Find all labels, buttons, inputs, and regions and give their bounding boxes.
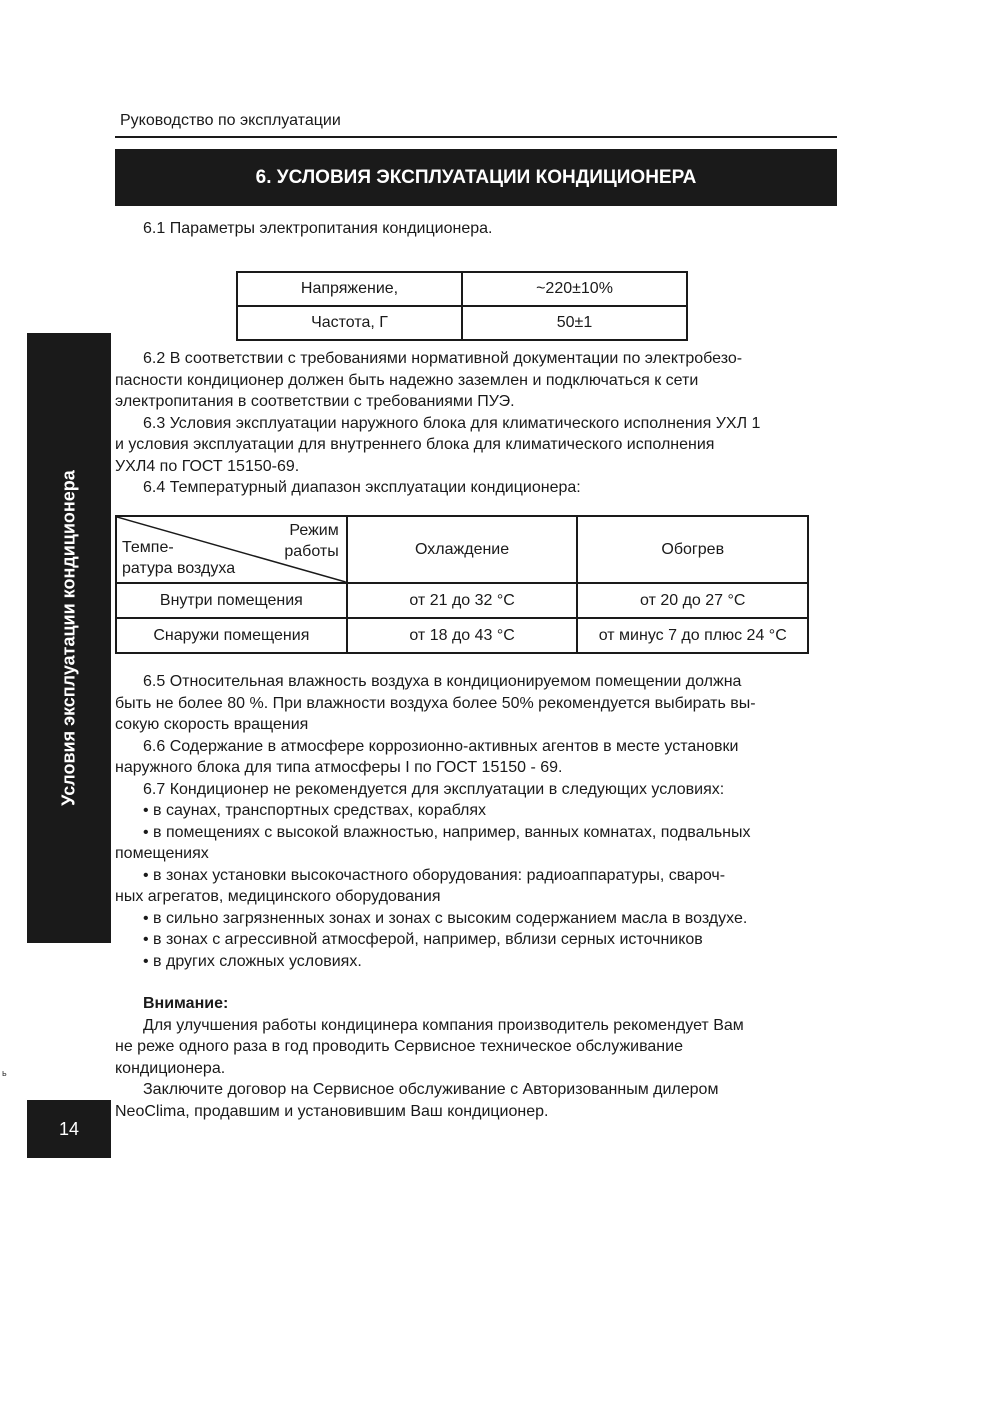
running-header: Руководство по эксплуатации <box>120 112 341 129</box>
list-item: • в помещениях с высокой влажностью, например, ванных комнатах, подвальных <box>143 823 751 841</box>
side-tab-label: Условия эксплуатации кондиционера <box>58 470 79 806</box>
list-item: • в зонах установки высокочастного оборудования: радиоаппаратуры, свароч- <box>143 866 726 884</box>
paragraph-6-4: 6.4 Температурный диапазон эксплуатации кондиционера: <box>143 479 581 496</box>
column-header-heating: Обогрев <box>577 516 808 583</box>
row-label: Снаружи помещения <box>116 618 347 653</box>
paragraph-6-5-line: быть не более 80 %. При влажности воздуха более 50% рекомендуется выбирать вы- <box>115 694 756 712</box>
power-table <box>236 271 688 341</box>
paragraph-6-2-line: пасности кондиционер должен быть надежно заземлен и подключаться к сети <box>115 371 699 389</box>
section-title-bar <box>115 149 837 206</box>
attention-block <box>115 993 792 1122</box>
paragraph-6-3-line: и условия эксплуатации для внутреннего блока для климатического исполнения <box>115 436 715 453</box>
attention-para2-line: Заключите договор на Сервисное обслуживание с Авторизованным дилером <box>143 1081 719 1098</box>
paragraph-6-6-line: 6.6 Содержание в атмосфере коррозионно-активных агентов в месте установки <box>143 737 739 755</box>
heating-range: от 20 до 27 °С <box>577 583 808 618</box>
paragraph-6-2-line: 6.2 В соответствии с требованиями нормативной документации по электробезо- <box>143 350 743 367</box>
list-item: • в зонах с агрессивной атмосферой, например, вблизи серных источников <box>143 931 703 948</box>
cooling-range: от 18 до 43 °С <box>347 618 578 653</box>
list-item-continuation: помещениях <box>115 845 209 862</box>
mode-label-line: Режим <box>289 522 339 539</box>
temperature-label-line: ратура воздуха <box>122 560 236 577</box>
column-header-cooling: Охлаждение <box>347 516 578 583</box>
temperature-table <box>115 515 809 654</box>
attention-heading: Внимание: <box>143 995 229 1012</box>
power-value: 50±1 <box>462 306 687 340</box>
paragraphs-6-5-to-6-7 <box>115 671 792 972</box>
paragraph-6-5-line: 6.5 Относительная влажность воздуха в кондиционируемом помещении должна <box>143 673 742 690</box>
paragraph-6-3-line: УХЛ4 по ГОСТ 15150-69. <box>115 457 300 475</box>
attention-para1-line: Для улучшения работы кондицинера компания производитель рекомендует Вам <box>143 1016 744 1034</box>
power-value: ~220±10% <box>462 272 687 306</box>
temperature-label-line: Темпе- <box>122 539 174 556</box>
diagonal-header-cell <box>116 516 347 583</box>
paragraph-6-2-line: электропитания в соответствии с требованиями ПУЭ. <box>115 393 515 410</box>
temperature-label <box>122 537 235 579</box>
table-row <box>116 583 808 618</box>
list-item: • в сильно загрязненных зонах и зонах с высоким содержанием масла в воздухе. <box>143 909 748 927</box>
side-tab <box>27 333 111 943</box>
mode-label-line: работы <box>284 543 339 560</box>
table-header-row <box>116 516 808 583</box>
table-row <box>237 272 687 306</box>
power-param: Напряжение, <box>237 272 462 306</box>
heating-range: от минус 7 до плюс 24 °С <box>577 618 808 653</box>
attention-para2-line: NeoClima, продавшим и установившим Ваш кондиционер. <box>115 1102 549 1120</box>
paragraphs-6-2-to-6-4 <box>115 348 792 499</box>
table-row <box>116 618 808 653</box>
power-param: Частота, Г <box>237 306 462 340</box>
row-label: Внутри помещения <box>116 583 347 618</box>
list-item: • в саунах, транспортных средствах, кораблях <box>143 802 487 819</box>
section-title: 6. УСЛОВИЯ ЭКСПЛУАТАЦИИ КОНДИЦИОНЕРА <box>255 166 697 188</box>
attention-para1-line: кондиционера. <box>115 1059 226 1077</box>
cooling-range: от 21 до 32 °С <box>347 583 578 618</box>
stray-mark: ь <box>2 1068 7 1078</box>
header-rule <box>115 136 837 138</box>
paragraph-6-7: 6.7 Кондиционер не рекомендуется для эксплуатации в следующих условиях: <box>143 780 725 798</box>
paragraph-6-5-line: сокую скорость вращения <box>115 716 309 733</box>
paragraph-6-1: 6.1 Параметры электропитания кондиционера. <box>143 220 493 237</box>
page-number-box <box>27 1100 111 1158</box>
list-item: • в других сложных условиях. <box>143 952 362 970</box>
paragraph-6-3-line: 6.3 Условия эксплуатации наружного блока для климатического исполнения УХЛ 1 <box>143 414 761 432</box>
list-item-continuation: ных агрегатов, медицинского оборудования <box>115 888 441 905</box>
table-row <box>237 306 687 340</box>
mode-label <box>284 520 338 562</box>
attention-para1-line: не реже одного раза в год проводить Сервисное техническое обслуживание <box>115 1038 683 1055</box>
page-number: 14 <box>58 1118 80 1139</box>
paragraph-6-6-line: наружного блока для типа атмосферы I по ГОСТ 15150 - 69. <box>115 759 563 776</box>
